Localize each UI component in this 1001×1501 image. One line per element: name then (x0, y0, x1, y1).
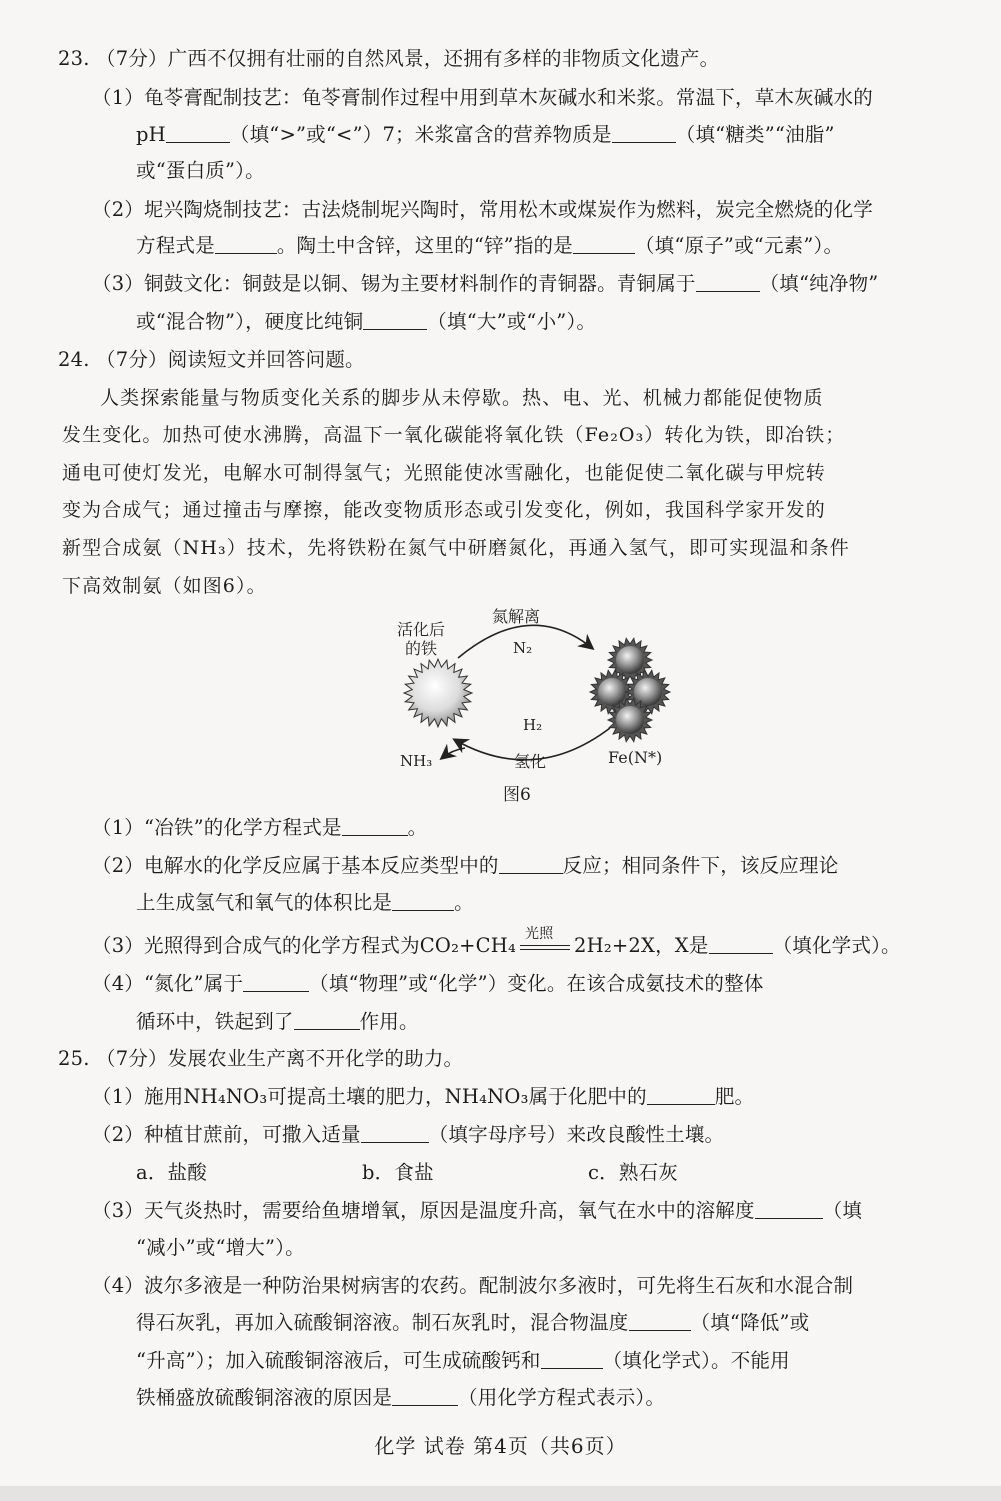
text: （1）施用NH₄NO₃可提高土壤的肥力，NH₄NO₃属于化肥中的 (92, 1085, 647, 1108)
q25-sub1 (92, 1085, 754, 1109)
text: 或“混合物”），硬度比纯铜 (136, 310, 364, 333)
answer-blank (166, 124, 230, 143)
passage-line: 发生变化。加热可使水沸腾，高温下一氧化碳能将氧化铁（Fe₂O₃）转化为铁，即冶铁； (62, 424, 846, 446)
h2-label: H₂ (523, 716, 543, 734)
text: 方程式是 (136, 234, 215, 257)
activated-iron-icon (404, 659, 472, 727)
passage-line: 通电可使灯发光，电解水可制得氢气；光照能使冰雪融化，也能促使二氧化碳与甲烷转 (62, 462, 826, 484)
q24-sub2-line1 (92, 854, 838, 878)
ammonia-arrow-icon (442, 748, 465, 758)
q25-sub4-line1: （4）波尔多液是一种防治果树病害的农药。配制波尔多液时，可先将生石灰和水混合制 (92, 1274, 854, 1297)
text: （填“降低”或 (690, 1311, 810, 1334)
q24-sub1 (92, 816, 427, 840)
bottom-margin (0, 1486, 1001, 1501)
q25-sub2 (92, 1123, 724, 1147)
q25-title: 25. （7分）发展农业生产离不开化学的助力。 (58, 1047, 464, 1070)
text: （1）“冶铁”的化学方程式是 (92, 816, 342, 839)
q23-sub3-line1 (92, 272, 878, 296)
text: 铁桶盛放硫酸铜溶液的原因是 (136, 1386, 393, 1409)
answer-blank (392, 1387, 458, 1406)
answer-blank (755, 1200, 823, 1219)
text: （填化学式）。 (772, 934, 901, 957)
q24-title: 24. （7分）阅读短文并回答问题。 (58, 348, 365, 371)
iron-nitride-cluster-icon (590, 638, 670, 741)
spiky-particle (404, 659, 472, 727)
q24-sub4-line2 (136, 1010, 419, 1034)
text: 得石灰乳，再加入硫酸铜溶液。制石灰乳时，混合物温度 (136, 1311, 629, 1334)
iron-nitride-particle (598, 678, 626, 706)
iron-nitride-particle (634, 678, 662, 706)
hydrogenation-label: 氢化 (514, 752, 547, 771)
answer-blank (612, 124, 676, 143)
q25-sub3-line2: “减小”或“增大”）。 (136, 1236, 305, 1259)
passage-line: 变为合成气；通过撞击与摩擦，能改变物质形态或引发变化，例如，我国科学家开发的 (62, 499, 826, 521)
nh3-label: NH₃ (400, 752, 433, 770)
text: （3）铜鼓文化：铜鼓是以铜、锡为主要材料制作的青铜器。青铜属于 (92, 272, 696, 295)
text: （填“糖类”“油脂” (675, 123, 835, 146)
passage-line: 新型合成氨（NH₃）技术，先将铁粉在氮气中研磨氮化，再通入氢气，即可实现温和条件 (62, 537, 850, 559)
q23-title: 23. （7分）广西不仅拥有壮丽的自然风景，还拥有多样的非物质文化遗产。 (58, 47, 720, 70)
q25-sub4-line3 (136, 1349, 790, 1373)
q23-sub3-line2 (136, 310, 596, 334)
n2-label: N₂ (513, 639, 533, 657)
answer-blank (294, 1011, 360, 1030)
text: 。陶土中含锌，这里的“锌”指的是 (276, 234, 573, 257)
fe-n-label: Fe(N*) (608, 748, 663, 767)
text: （3）天气炎热时，需要给鱼塘增氧，原因是温度升高，氧气在水中的溶解度 (92, 1199, 755, 1222)
iron-nitride-particle (616, 706, 644, 734)
answer-blank (499, 855, 563, 874)
text: （2）种植甘蔗前，可撒入适量 (92, 1123, 361, 1146)
answer-blank (647, 1086, 715, 1105)
equals-bar (520, 945, 570, 946)
text: 肥。 (714, 1085, 755, 1108)
text: （填“原子”或“元素”）。 (634, 234, 844, 257)
answer-blank (709, 935, 773, 954)
answer-blank (215, 235, 277, 254)
text: （填“>”或“<”）7；米浆富含的营养物质是 (229, 123, 612, 146)
text: 2H₂+2X，X是 (574, 934, 709, 957)
text: （填 (822, 1199, 863, 1222)
answer-blank (342, 817, 408, 836)
reaction-condition: 光照 (525, 925, 554, 942)
answer-blank (392, 892, 454, 911)
answer-blank (629, 1312, 691, 1331)
text: （2）电解水的化学反应属于基本反应类型中的 (92, 854, 499, 877)
text: 上生成氢气和氧气的体积比是 (136, 891, 393, 914)
text: （3）光照得到合成气的化学方程式为CO₂+CH₄ (92, 934, 517, 957)
q23-sub2-line1: （2）坭兴陶烧制技艺：古法烧制坭兴陶时，常用松木或煤炭作为燃料，炭完全燃烧的化学 (92, 198, 873, 221)
text: （填“物理”或“化学”）变化。在该合成氨技术的整体 (309, 972, 764, 995)
text: 。 (407, 816, 428, 839)
q25-sub4-line4 (136, 1386, 665, 1410)
q24-sub4-line1 (92, 972, 764, 996)
q24-sub3 (92, 925, 901, 958)
reaction-arrow (520, 925, 570, 957)
iron-nitride-particle (616, 646, 644, 674)
figure-caption: 图6 (503, 785, 531, 805)
q23-sub1-line2 (136, 123, 835, 147)
text: 。 (454, 891, 474, 914)
answer-blank (361, 1124, 429, 1143)
q23-sub1-line1: （1）龟苓膏配制技艺：龟苓膏制作过程中用到草木灰碱水和米浆。常温下，草木灰碱水的 (92, 86, 873, 109)
text: 作用。 (359, 1010, 419, 1033)
q25-option-c: c．熟石灰 (588, 1161, 678, 1184)
activated-iron-label: 活化后 (397, 620, 446, 639)
nitrogen-dissociation-label: 氮解离 (492, 607, 541, 626)
answer-blank (243, 973, 309, 992)
passage-line: 人类探索能量与物质变化关系的脚步从未停歇。热、电、光、机械力都能促使物质 (100, 387, 824, 409)
text: “升高”）；加入硫酸铜溶液后，可生成硫酸钙和 (136, 1349, 541, 1372)
answer-blank (541, 1350, 603, 1369)
text: （填字母序号）来改良酸性土壤。 (428, 1123, 725, 1146)
text: 反应；相同条件下，该反应理论 (562, 854, 839, 877)
q24-sub2-line2 (136, 891, 474, 915)
passage-line: 下高效制氨（如图6）。 (62, 575, 267, 597)
page-footer: 化学 试卷 第4页（共6页） (374, 1434, 627, 1458)
text: pH (136, 123, 166, 146)
q25-sub3-line1 (92, 1199, 862, 1223)
text: （填化学式）。不能用 (602, 1349, 790, 1372)
q25-sub4-line2 (136, 1311, 809, 1335)
text: （填“大”或“小”）。 (427, 310, 597, 333)
activated-iron-label: 的铁 (405, 639, 438, 658)
text: （填“纯净物” (759, 272, 879, 295)
text: （用化学方程式表示）。 (458, 1386, 666, 1409)
q25-option-a: a．盐酸 (136, 1161, 207, 1184)
answer-blank (696, 273, 760, 292)
answer-blank (573, 235, 635, 254)
text: （4）“氮化”属于 (92, 972, 244, 995)
equals-bar (520, 949, 570, 950)
figure-6-ammonia-cycle (380, 600, 700, 810)
q25-option-b: b．食盐 (362, 1161, 434, 1184)
answer-blank (363, 311, 427, 330)
q23-sub2-line2 (136, 234, 843, 258)
text: 循环中，铁起到了 (136, 1010, 294, 1033)
q23-sub1-line3: 或“蛋白质”）。 (136, 159, 265, 182)
